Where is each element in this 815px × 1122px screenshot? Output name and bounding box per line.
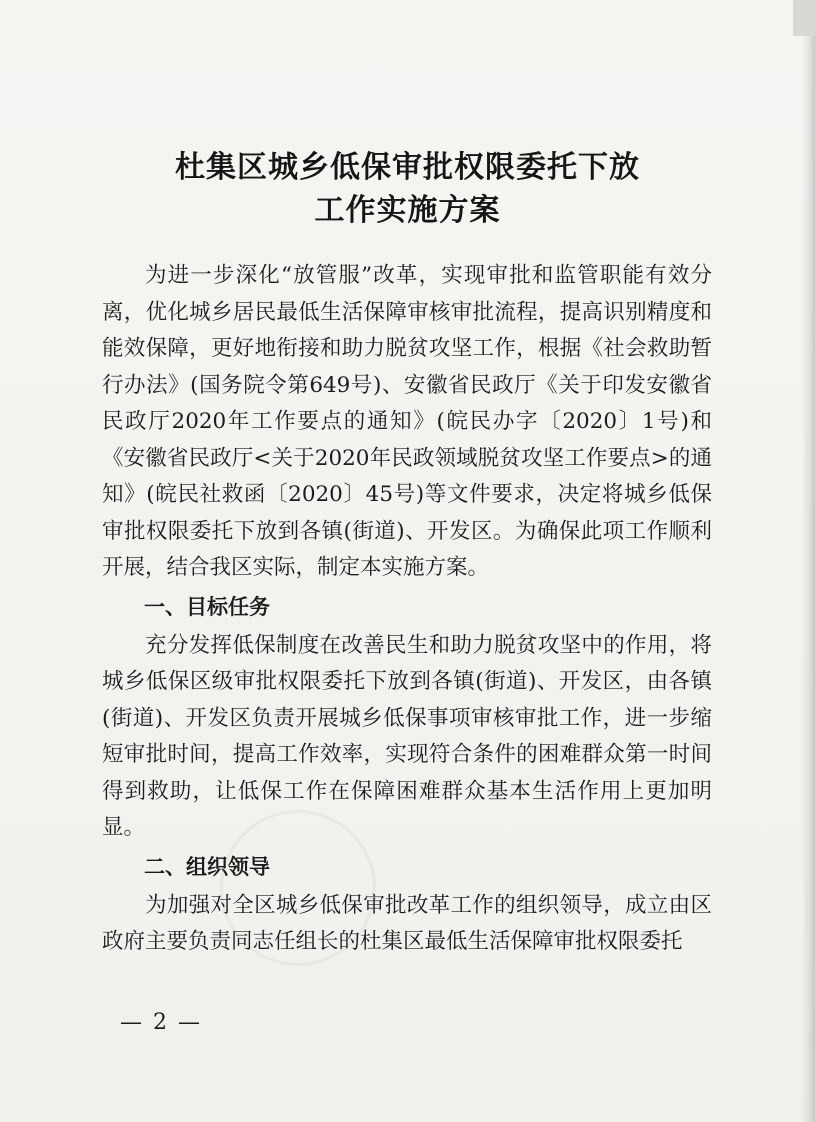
document-title-line-1: 杜集区城乡低保审批权限委托下放 [175,150,640,185]
section-paragraph-leadership: 为加强对全区城乡低保审批改革工作的组织领导，成立由区政府主要负责同志任组长的杜集区最低生活保障审批权限委托 [102,892,712,954]
section-heading-leadership: 二、组织领导 [144,854,270,879]
document-body [102,258,712,961]
intro-paragraph: 为进一步深化“放管服”改革，实现审批和监管职能有效分离，优化城乡居民最低生活保障审核审批流程，提高识别精度和能效保障，更好地衔接和助力脱贫攻坚工作，根据《社会救助暂行办法》(国务院令第649号)、安徽省民政厅《关于印发安徽省民政厅2020年工作要点的通知》(皖民办字〔2020〕1号)和《安徽省民政厅<关于2020年民政领域脱贫攻坚工作要点>的通知》(皖民社救函〔2020〕45号)等文件要求，决定将城乡低保审批权限委托下放到各镇(街道)、开发区。为确保此项工作顺利开展，结合我区实际，制定本实施方案。 [102,263,712,580]
page-number: — 2 — [120,1010,202,1035]
section-heading-goals: 一、目标任务 [144,594,270,619]
document-title-line-2: 工作实施方案 [314,193,501,228]
page-corner [793,0,815,36]
section-paragraph-goals: 充分发挥低保制度在改善民生和助力脱贫攻坚中的作用，将城乡低保区级审批权限委托下放到各镇(街道)、开发区，由各镇(街道)、开发区负责开展城乡低保事项审核审批工作，进一步缩短审批时间，提高工作效率，实现符合条件的困难群众第一时间得到救助，让低保工作在保障困难群众基本生活作用上更加明显。 [102,632,712,840]
